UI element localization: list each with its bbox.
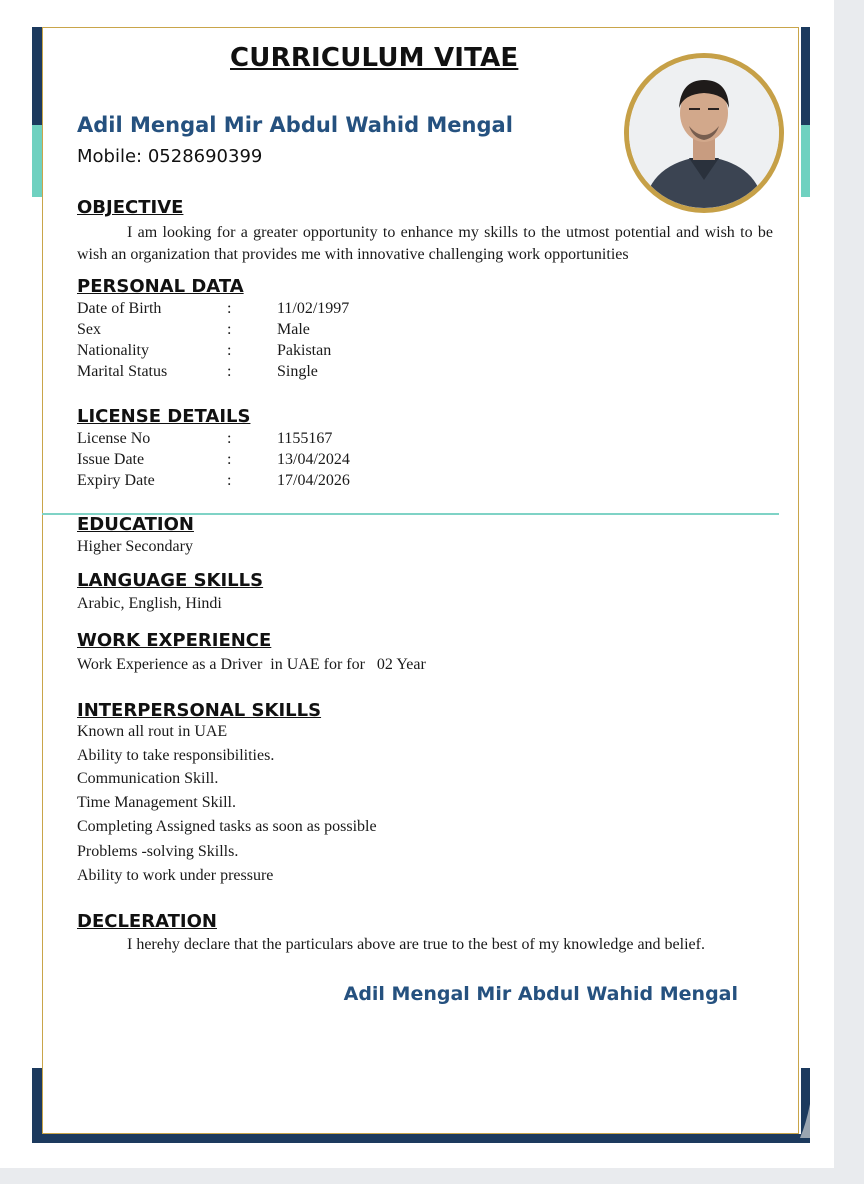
mobile-line — [77, 146, 262, 167]
license-heading: LICENSE DETAILS — [77, 406, 251, 427]
page-curl-icon — [800, 1104, 810, 1138]
row-separator: : — [227, 321, 232, 338]
row-label: Expiry Date — [77, 472, 155, 489]
skill-item: Communication Skill. — [77, 770, 219, 787]
row-separator: : — [227, 472, 232, 489]
skill-item: Problems -solving Skills. — [77, 843, 239, 860]
row-label: License No — [77, 430, 151, 447]
row-value: Pakistan — [277, 342, 332, 359]
row-value: 1155167 — [277, 430, 333, 447]
row-value: 13/04/2024 — [277, 451, 350, 468]
row-value: Single — [277, 363, 318, 380]
license-row — [77, 430, 677, 451]
personal-row — [77, 300, 677, 321]
row-label: Sex — [77, 321, 101, 338]
row-separator: : — [227, 300, 232, 317]
frame-bar-left-teal — [32, 125, 42, 197]
row-separator: : — [227, 342, 232, 359]
row-value: 17/04/2026 — [277, 472, 350, 489]
mobile-value: 0528690399 — [147, 146, 263, 167]
license-row — [77, 451, 677, 472]
declaration-text: I herehy declare that the particulars above are true to the best of my knowledge and belief. — [127, 936, 705, 953]
personal-row — [77, 342, 677, 363]
declaration-heading: DECLERATION — [77, 911, 217, 932]
frame-bar-left-bottom — [32, 1068, 42, 1143]
skill-item: Ability to work under pressure — [77, 867, 274, 884]
language-skills-heading: LANGUAGE SKILLS — [77, 570, 264, 591]
skill-item: Ability to take responsibilities. — [77, 747, 275, 764]
row-separator: : — [227, 451, 232, 468]
skill-item: Time Management Skill. — [77, 794, 236, 811]
skill-item: Known all rout in UAE — [77, 723, 228, 740]
row-separator: : — [227, 430, 232, 447]
row-label: Issue Date — [77, 451, 145, 468]
skill-item: Completing Assigned tasks as soon as possible — [77, 818, 377, 835]
row-label: Date of Birth — [77, 300, 162, 317]
row-value: Male — [277, 321, 310, 338]
work-experience-heading: WORK EXPERIENCE — [77, 630, 272, 651]
frame-bar-left-navy — [32, 27, 42, 125]
page-title: CURRICULUM VITAE — [230, 43, 519, 73]
language-skills-text: Arabic, English, Hindi — [77, 595, 222, 612]
candidate-name: Adil Mengal Mir Abdul Wahid Mengal — [77, 113, 513, 137]
row-label: Nationality — [77, 342, 149, 359]
signature-name: Adil Mengal Mir Abdul Wahid Mengal — [343, 983, 738, 1005]
license-row — [77, 472, 677, 493]
objective-heading: OBJECTIVE — [77, 197, 184, 218]
personal-row — [77, 363, 677, 384]
person-portrait-icon — [629, 58, 779, 208]
frame-bar-bottom — [32, 1134, 810, 1143]
row-label: Marital Status — [77, 363, 168, 380]
education-heading: EDUCATION — [77, 514, 194, 535]
education-text: Higher Secondary — [77, 538, 193, 555]
personal-row — [77, 321, 677, 342]
frame-bar-right-navy — [801, 27, 810, 125]
work-experience-text: Work Experience as a Driver in UAE for for 02 Year — [77, 656, 426, 673]
personal-data-heading: PERSONAL DATA — [77, 276, 244, 297]
mobile-label: Mobile: — [77, 146, 143, 167]
row-separator: : — [227, 363, 232, 380]
frame-bar-right-teal — [801, 125, 810, 197]
profile-photo — [624, 53, 784, 213]
objective-text: I am looking for a greater opportunity to enhance my skills to the utmost potential and wish to be wish an organization that provides me with innovative challenging work opportunities — [77, 224, 773, 263]
interpersonal-heading: INTERPERSONAL SKILLS — [77, 700, 322, 721]
row-value: 11/02/1997 — [277, 300, 350, 317]
